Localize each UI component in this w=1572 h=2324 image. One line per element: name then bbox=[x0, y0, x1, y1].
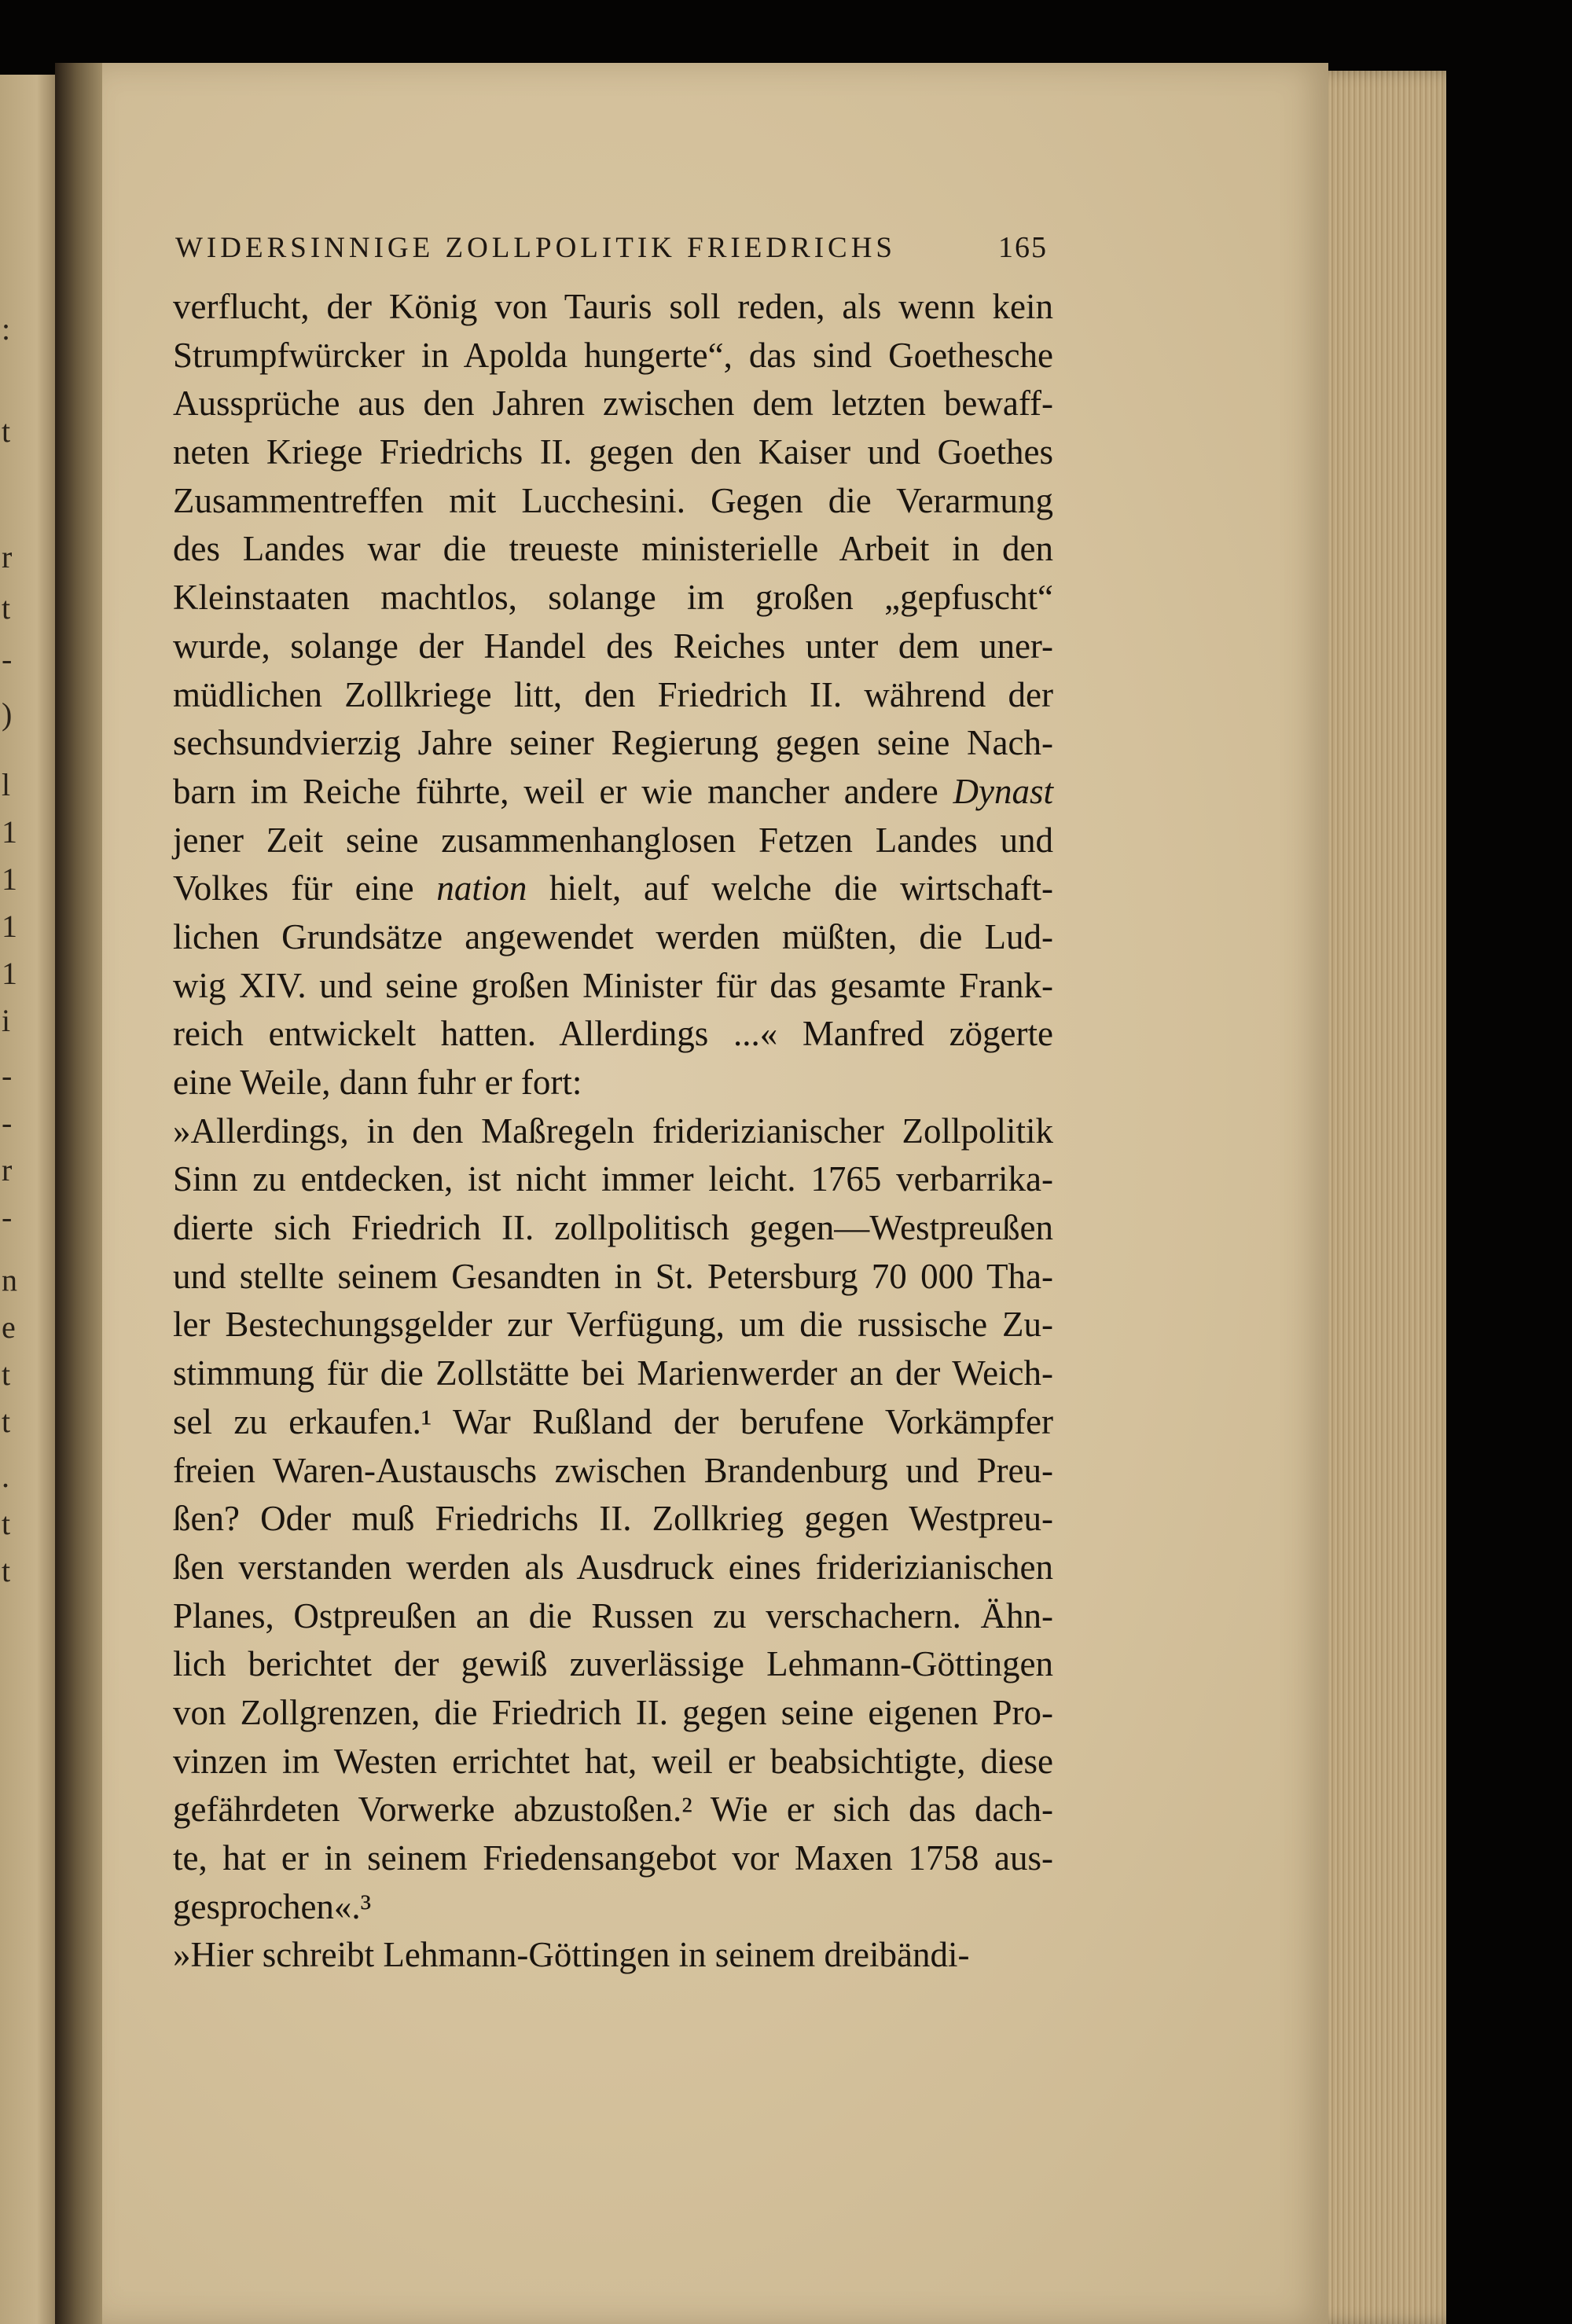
previous-page-fragment: 1 bbox=[2, 956, 17, 991]
previous-page-fragment: t bbox=[2, 1553, 11, 1588]
text-line: dierte sich Friedrich II. zollpolitisch gegen—Westpreußen bbox=[173, 1208, 1053, 1248]
text-line: reich entwickelt hatten. Allerdings ...« Manfred zögerte bbox=[173, 1014, 1053, 1054]
text-line: sel zu erkaufen.¹ War Rußland der berufene Vorkämpfer bbox=[173, 1401, 1053, 1441]
text-line: te, hat er in seinem Friedensangebot vor Maxen 1758 aus- bbox=[173, 1838, 1053, 1878]
previous-page-fragment: t bbox=[2, 1404, 11, 1439]
text-line: Strumpfwürcker in Apolda hungerte“, das sind Goethesche bbox=[173, 335, 1053, 375]
running-head bbox=[175, 230, 1048, 270]
text-line: verflucht, der König von Tauris soll reden, als wenn kein bbox=[173, 287, 1053, 326]
text-line: stimmung für die Zollstätte bei Marienwerder an der Weich- bbox=[173, 1353, 1053, 1393]
previous-page-fragment: 1 bbox=[2, 814, 17, 850]
text-line: vinzen im Westen errichtet hat, weil er beabsichtigte, diese bbox=[173, 1741, 1053, 1781]
text-line: lichen Grundsätze angewendet werden müßten, die Lud- bbox=[173, 916, 1053, 956]
previous-page-fragment: - bbox=[2, 1199, 13, 1235]
previous-page-fragment: i bbox=[2, 1003, 11, 1038]
text-line: Planes, Ostpreußen an die Russen zu verschachern. Ähn- bbox=[173, 1595, 1053, 1636]
previous-page-fragment: - bbox=[2, 641, 13, 677]
text-line: neten Kriege Friedrichs II. gegen den Kaiser und Goethes bbox=[173, 432, 1053, 472]
text-line: Volkes für eine nation hielt, auf welche die wirtschaft- bbox=[173, 868, 1053, 909]
text-line: freien Waren-Austauschs zwischen Brandenburg und Preu- bbox=[173, 1450, 1053, 1490]
page-number: 165 bbox=[998, 231, 1048, 264]
previous-page-fragment: e bbox=[2, 1309, 16, 1345]
text-line: wig XIV. und seine großen Minister für das gesamte Frank- bbox=[173, 965, 1053, 1005]
previous-page-fragment: r bbox=[2, 539, 13, 575]
text-line: wurde, solange der Handel des Reiches unter dem uner- bbox=[173, 626, 1053, 666]
text-line: des Landes war die treueste ministerielle Arbeit in den bbox=[173, 529, 1053, 569]
body-text bbox=[173, 283, 1053, 1980]
text-line: Aussprüche aus den Jahren zwischen dem letzten bewaff- bbox=[173, 384, 1053, 424]
previous-page-cut-text bbox=[2, 232, 25, 2039]
previous-page-fragment: - bbox=[2, 1105, 13, 1140]
running-head-title: WIDERSINNIGE ZOLLPOLITIK FRIEDRICHS bbox=[175, 232, 896, 264]
previous-page-fragment: t bbox=[2, 1506, 11, 1541]
text-line: Zusammentreffen mit Lucchesini. Gegen die Verarmung bbox=[173, 480, 1053, 520]
text-line: gefährdeten Vorwerke abzustoßen.² Wie er sich das dach- bbox=[173, 1790, 1053, 1830]
text-line: Sinn zu entdecken, ist nicht immer leicht. 1765 verbarrika- bbox=[173, 1159, 1053, 1199]
text-line: müdlichen Zollkriege litt, den Friedrich II. während der bbox=[173, 674, 1053, 714]
previous-page-edge bbox=[0, 75, 61, 2324]
text-line: barn im Reiche führte, weil er wie mancher andere Dynast bbox=[173, 771, 1053, 811]
text-line: ßen? Oder muß Friedrichs II. Zollkrieg gegen Westpreu- bbox=[173, 1499, 1053, 1539]
previous-page-fragment: l bbox=[2, 767, 11, 802]
previous-page-fragment: n bbox=[2, 1262, 17, 1298]
text-line: ler Bestechungsgelder zur Verfügung, um die russische Zu- bbox=[173, 1305, 1053, 1345]
previous-page-fragment: 1 bbox=[2, 861, 17, 897]
text-line: von Zollgrenzen, die Friedrich II. gegen seine eigenen Pro- bbox=[173, 1692, 1053, 1732]
previous-page-fragment: . bbox=[2, 1459, 9, 1494]
text-line: ßen verstanden werden als Ausdruck eines friderizianischen bbox=[173, 1547, 1053, 1587]
text-line: Kleinstaaten machtlos, solange im großen „gepfuscht“ bbox=[173, 578, 1053, 618]
text-line: jener Zeit seine zusammenhanglosen Fetzen Landes und bbox=[173, 820, 1053, 860]
previous-page-fragment: 1 bbox=[2, 909, 17, 944]
previous-page-fragment: t bbox=[2, 590, 11, 626]
text-line: gesprochen«.³ bbox=[173, 1886, 372, 1926]
text-line: »Hier schreibt Lehmann-Göttingen in seinem dreibändi- bbox=[173, 1935, 970, 1975]
text-line: »Allerdings, in den Maßregeln friderizianischer Zollpolitik bbox=[173, 1111, 1053, 1151]
text-line: sechsundvierzig Jahre seiner Regierung gegen seine Nach- bbox=[173, 723, 1053, 763]
previous-page-fragment: r bbox=[2, 1152, 13, 1188]
text-line: eine Weile, dann fuhr er fort: bbox=[173, 1063, 582, 1102]
text-line: und stellte seinem Gesandten in St. Petersburg 70 000 Tha- bbox=[173, 1256, 1053, 1296]
previous-page-fragment: : bbox=[2, 311, 11, 347]
previous-page-fragment: t bbox=[2, 413, 11, 449]
previous-page-fragment: t bbox=[2, 1357, 11, 1392]
previous-page-fragment: ) bbox=[2, 696, 13, 732]
text-line: lich berichtet der gewiß zuverlässige Lehmann-Göttingen bbox=[173, 1644, 1053, 1684]
previous-page-fragment: - bbox=[2, 1058, 13, 1093]
